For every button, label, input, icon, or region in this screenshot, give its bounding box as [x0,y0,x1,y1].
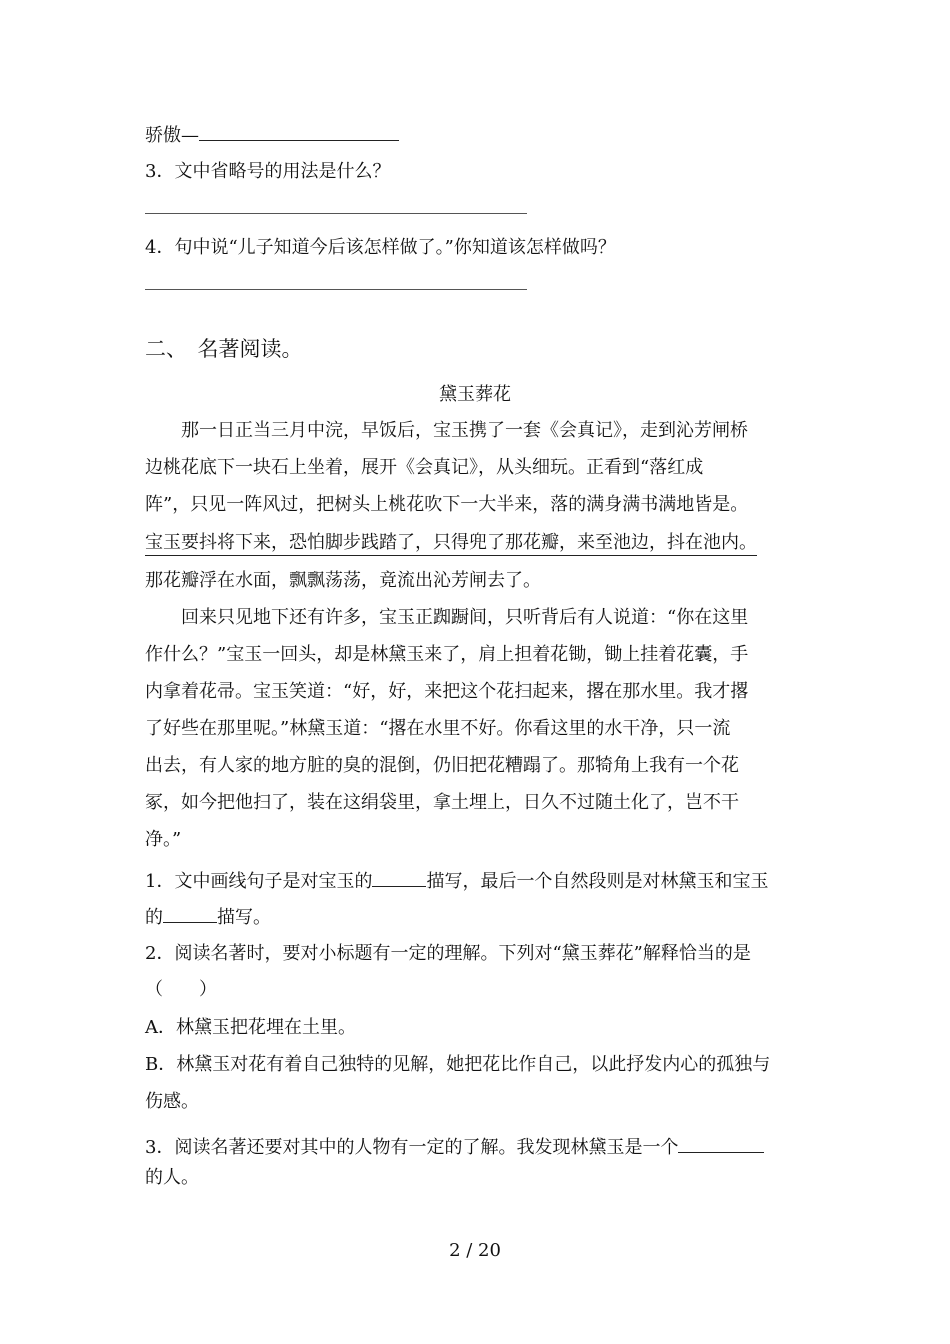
underlined-sentence [145,531,757,555]
q1-blank-1[interactable] [372,868,426,887]
underlined-text: 宝玉要抖将下来，恐怕脚步践踏了，只得兜了那花瓣，来至池边，抖在池内。 [145,532,757,556]
passage-line: 净。” [145,829,182,850]
passage-line: 冢，如今把他扫了，装在这绢袋里，拿土埋上，日久不过随土化了，岂不干 [145,792,739,813]
q3-blank[interactable] [678,1134,764,1153]
section-heading: 二、 名著阅读。 [145,337,303,361]
q1-text-d: 描写。 [217,907,271,928]
answer-line-q3[interactable] [145,213,527,214]
q1-text-c: 的 [145,907,163,928]
passage-title: 黛玉葬花 [439,384,511,405]
passage-line: 出去，有人家的地方脏的臭的混倒，仍旧把花糟蹋了。那犄角上我有一个花 [145,755,739,776]
question-1-line-2 [145,904,271,930]
q1-text-b: 描写，最后一个自然段则是对林黛玉和宝玉 [426,871,769,892]
option-b[interactable]: B．林黛玉对花有着自己独特的见解，她把花比作自己，以此抒发内心的孤独与 [145,1054,771,1075]
q1-text-a: 1．文中画线句子是对宝玉的 [145,871,373,892]
question-3-cont: 的人。 [145,1167,199,1188]
passage-line: 边桃花底下一块石上坐着，展开《会真记》，从头细玩。正看到“落红成 [145,457,704,478]
answer-line-q4[interactable] [145,289,527,290]
page-number: 2 / 20 [449,1240,501,1261]
pride-fill-line [145,122,399,148]
q3-text-a: 3．阅读名著还要对其中的人物有一定的了解。我发现林黛玉是一个 [145,1137,679,1158]
answer-paren[interactable]: （ ） [145,979,217,1000]
question-4-how-to-do: 4．句中说“儿子知道今后该怎样做了。”你知道该怎样做吗？ [145,237,616,258]
question-1-line-1 [145,868,768,894]
option-a[interactable]: A．林黛玉把花埋在土里。 [145,1017,356,1038]
passage-line: 了好些在那里呢。”林黛玉道：“撂在水里不好。你看这里的水干净，只一流 [145,718,731,739]
passage-line: 阵”，只见一阵风过，把树头上桃花吹下一大半来，落的满身满书满地皆是。 [145,494,749,515]
pride-answer-blank[interactable] [199,122,399,141]
passage-line: 那一日正当三月中浣，早饭后，宝玉携了一套《会真记》，走到沁芳闸桥 [145,420,748,441]
passage-line: 作什么？”宝玉一回头，却是林黛玉来了，肩上担着花锄，锄上挂着花囊，手 [145,644,749,665]
question-2: 2．阅读名著时，要对小标题有一定的理解。下列对“黛玉葬花”解释恰当的是 [145,943,751,964]
q1-blank-2[interactable] [163,904,217,923]
question-3-ellipsis: 3．文中省略号的用法是什么？ [145,161,391,182]
passage-line: 内拿着花帚。宝玉笑道：“好，好，来把这个花扫起来，撂在那水里。我才撂 [145,681,749,702]
option-b-cont: 伤感。 [145,1091,199,1112]
pride-word: 骄傲— [145,125,199,146]
question-3-character [145,1134,764,1160]
passage-line: 回来只见地下还有许多，宝玉正踟蹰间，只听背后有人说道：“你在这里 [145,607,749,628]
passage-line: 那花瓣浮在水面，飘飘荡荡，竟流出沁芳闸去了。 [145,570,541,591]
